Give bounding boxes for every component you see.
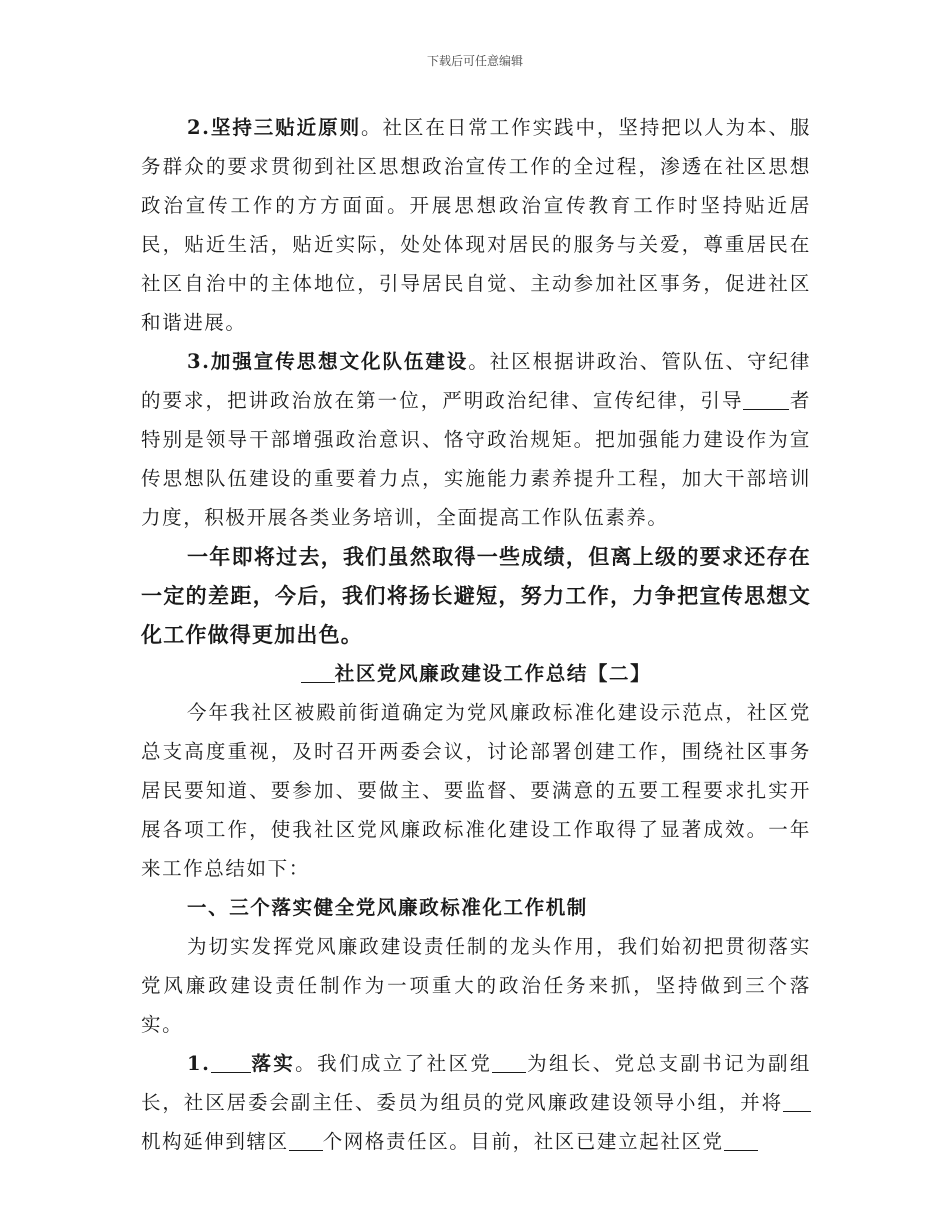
paragraph-lead: 2.坚持三贴近原则 xyxy=(187,116,362,139)
paragraph-text: 为组长、党总支副书记为副组长，社区居委会副主任、委员为组员的党风廉政建设领导小组，并将 xyxy=(141,1052,811,1114)
paragraph-principle xyxy=(141,108,811,342)
paragraph-implementation xyxy=(141,1044,811,1161)
blank-line xyxy=(797,1091,811,1112)
section-title-text: 社区党风廉政建设工作总结【二】 xyxy=(334,662,652,685)
document-body xyxy=(141,108,811,1161)
paragraph-text: 。社区根据讲政治、管队伍、守纪律的要求，把讲政治放在第一位，严明政治纪律、宣传纪律，引导 xyxy=(141,350,811,412)
paragraph-responsibility: 为切实发挥党风廉政建设责任制的龙头作用，我们始初把贯彻落实党风廉政建设责任制作为一项重大的政治任务来抓，坚持做到三个落实。 xyxy=(141,935,811,1036)
blank-line xyxy=(211,1052,251,1073)
paragraph-text: 者特别是领导干部增强政治意识、恪守政治规矩。把加强能力建设作为宣传思想队伍建设的重要着力点，实施能力素养提升工程，加大干部培训力度，积极开展各类业务培训，全面提高工作队伍素养。 xyxy=(141,389,811,529)
blank-line xyxy=(289,1130,323,1151)
paragraph-team-building xyxy=(141,342,811,537)
header-note: 下载后可任意编辑 xyxy=(426,54,523,68)
blank-line xyxy=(301,662,335,683)
paragraph-lead-number: 1. xyxy=(187,1052,211,1075)
paragraph-text: 个网格责任区。目前，社区已建立起社区党 xyxy=(322,1130,724,1153)
paragraph-lead-word: 落实 xyxy=(250,1052,296,1075)
paragraph-text: 。社区在日常工作实践中，坚持把以人为本、服务群众的要求贯彻到社区思想政治宣传工作的全过程，渗透在社区思想政治宣传工作的方方面面。开展思想政治宣传教育工作时坚持贴近居民，贴近生活，贴近实际，处处体现对居民的服务与关爱，尊重居民在社区自治中的主体地位，引导居民自觉、主动参加社区事务，促进社区和谐进展。 xyxy=(141,116,811,334)
paragraph-lead: 3.加强宣传思想文化队伍建设 xyxy=(187,350,469,373)
blank-line xyxy=(492,1052,526,1073)
paragraph-intro: 今年我社区被殿前街道确定为党风廉政标准化建设示范点，社区党总支高度重视，及时召开两委会议，讨论部署创建工作，围绕社区事务居民要知道、要参加、要做主、要监督、要满意的五要工程要求扎实开展各项工作，使我社区党风廉政标准化建设工作取得了显著成效。一年来工作总结如下： xyxy=(141,701,811,880)
blank-line xyxy=(743,389,789,410)
blank-line xyxy=(783,1091,797,1112)
paragraph-text: 机构延伸到辖区 xyxy=(141,1130,289,1153)
blank-line xyxy=(724,1130,758,1151)
paragraph-text: 。我们成立了社区党 xyxy=(295,1052,493,1075)
summary-paragraph: 一年即将过去，我们虽然取得一些成绩，但离上级的要求还存在一定的差距，今后，我们将扬长避短，努力工作，力争把宣传思想文化工作做得更加出色。 xyxy=(141,544,811,647)
section-title xyxy=(141,654,811,693)
subheading: 一、三个落实健全党风廉政标准化工作机制 xyxy=(187,896,588,919)
